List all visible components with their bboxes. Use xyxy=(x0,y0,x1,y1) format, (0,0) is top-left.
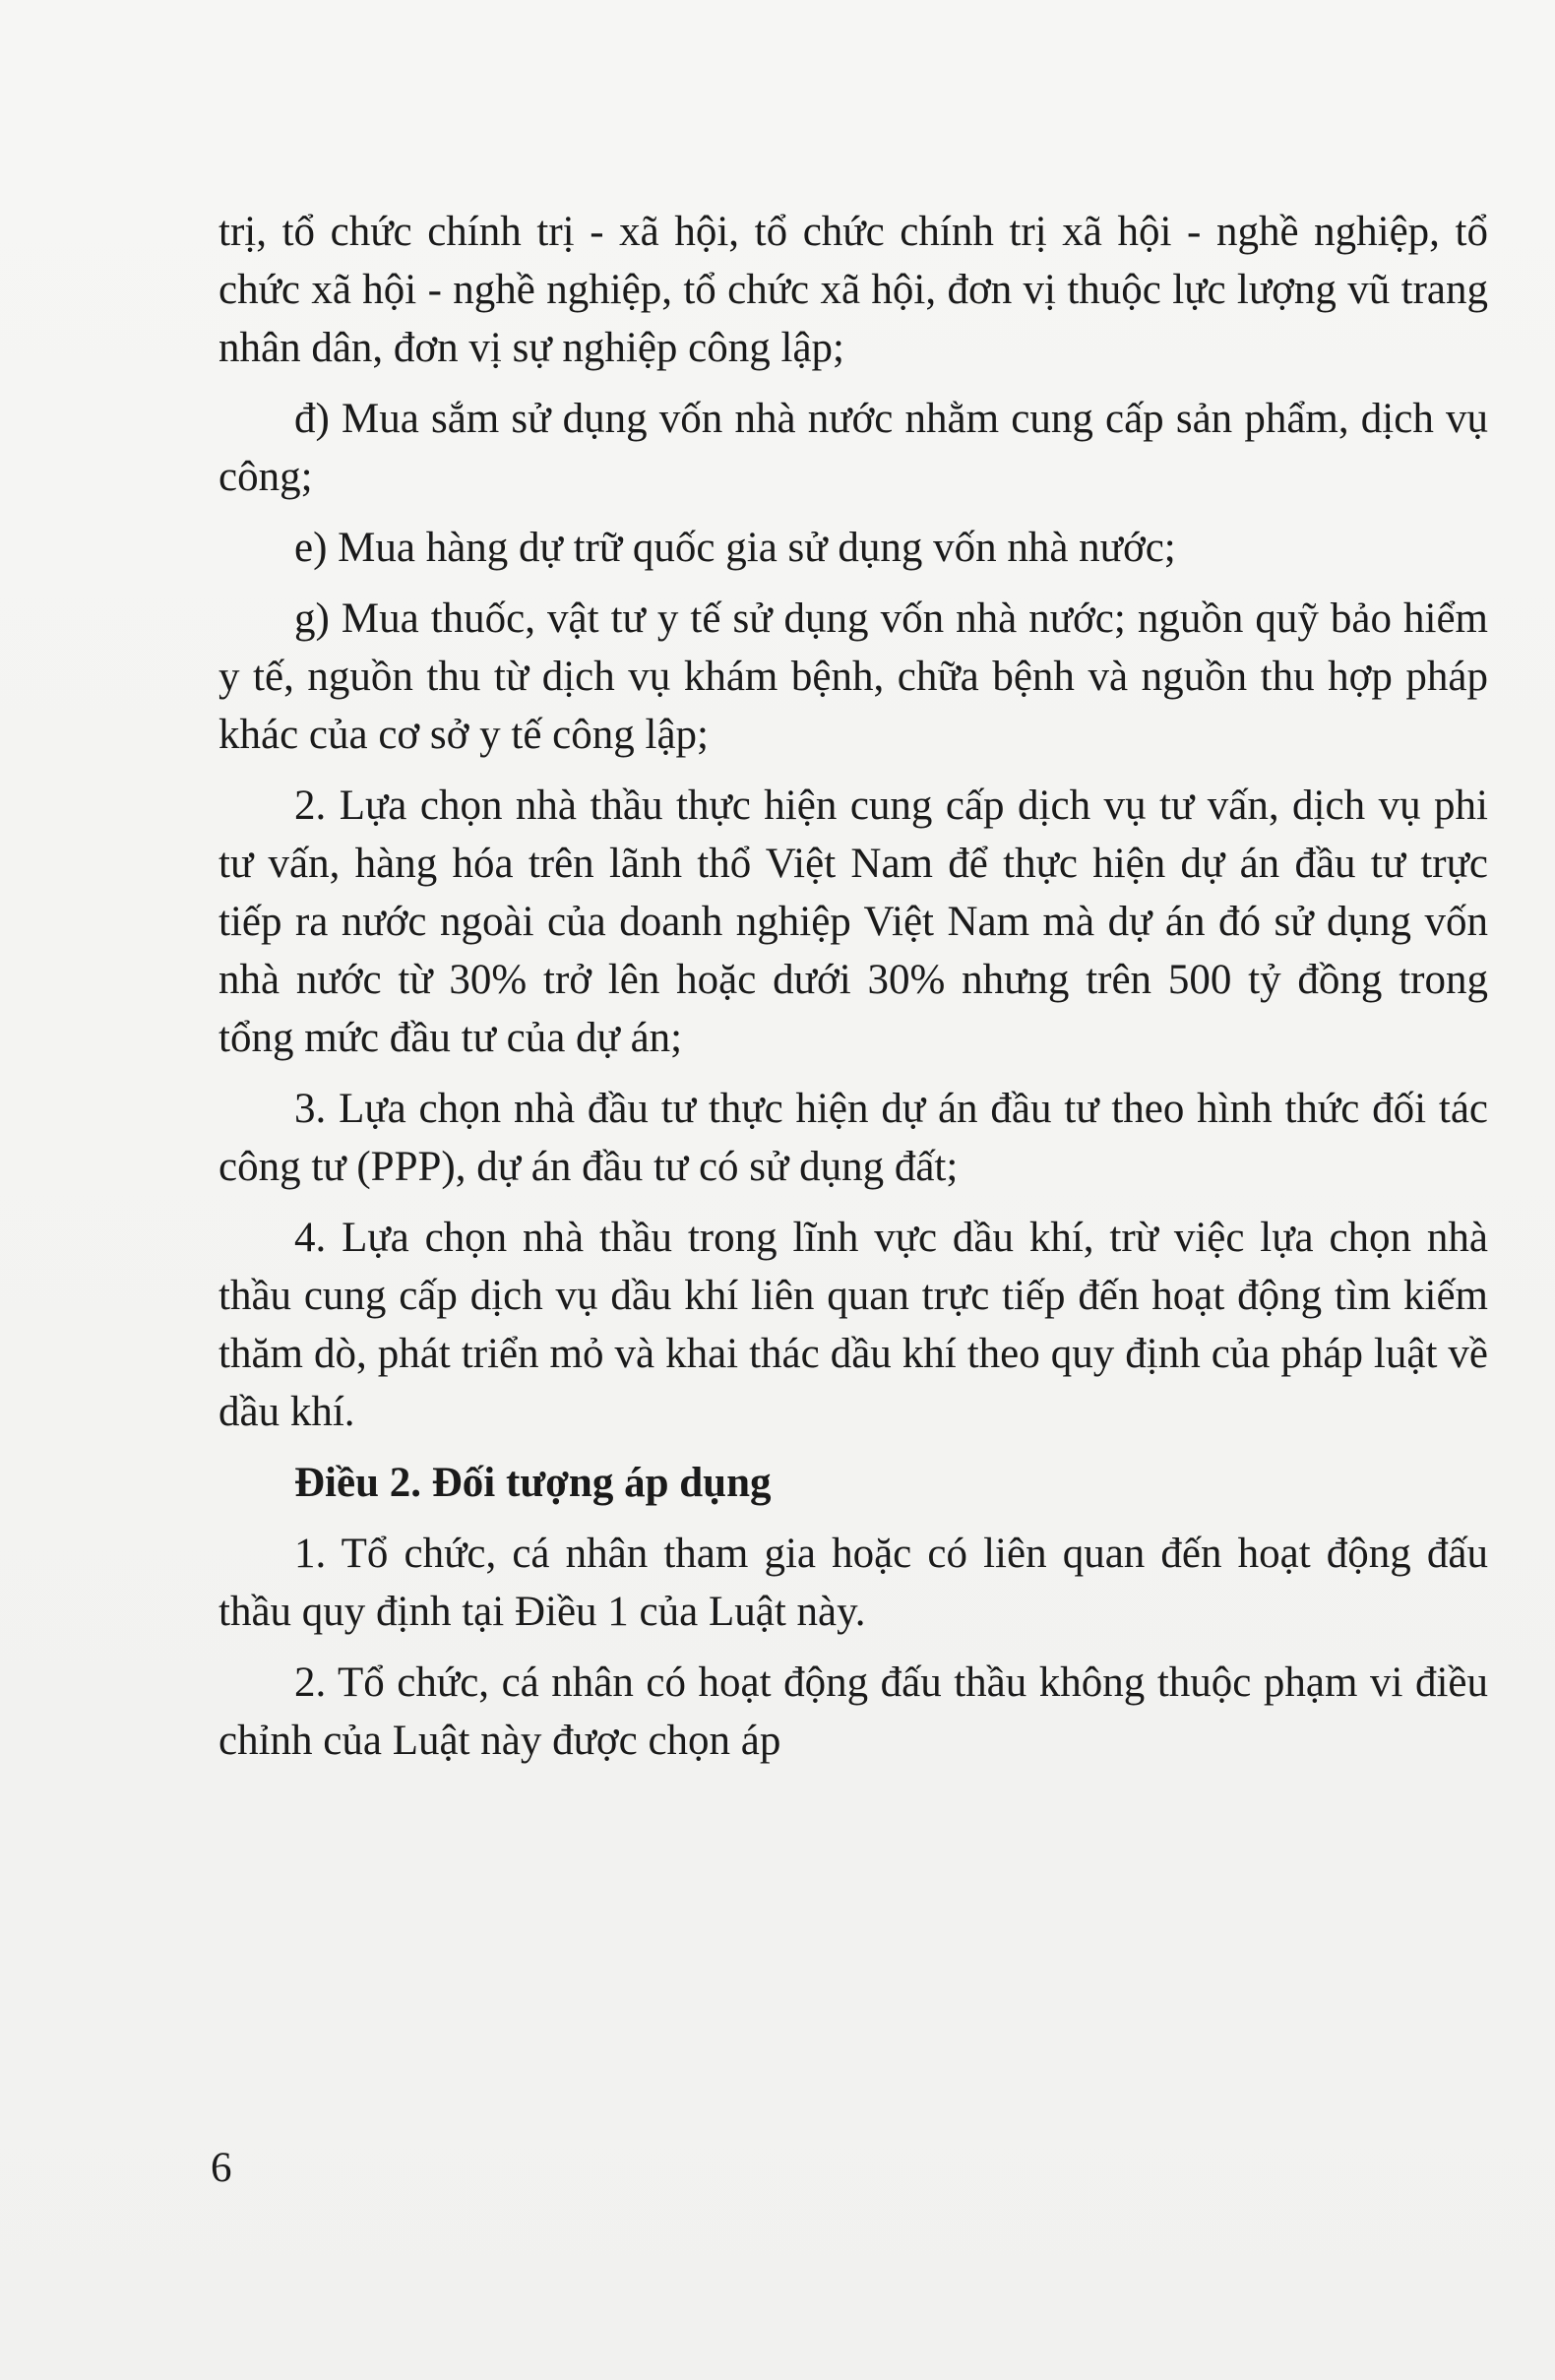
paragraph-clause-2: 2. Lựa chọn nhà thầu thực hiện cung cấp dịch vụ tư vấn, dịch vụ phi tư vấn, hàng hóa trên lãnh thổ Việt Nam để thực hiện dự án đầu tư trực tiếp ra nước ngoài của doanh nghiệp Việt Nam mà dự án đó sử dụng vốn nhà nước từ 30% trở lên hoặc dưới 30% nhưng trên 500 tỷ đồng trong tổng mức đầu tư của dự án; xyxy=(218,783,1488,1061)
paragraph-item-g: g) Mua thuốc, vật tư y tế sử dụng vốn nhà nước; nguồn quỹ bảo hiểm y tế, nguồn thu từ dịch vụ khám bệnh, chữa bệnh và nguồn thu hợp pháp khác của cơ sở y tế công lập; xyxy=(218,595,1488,758)
paragraph-clause-3: 3. Lựa chọn nhà đầu tư thực hiện dự án đầu tư theo hình thức đối tác công tư (PPP), dự án đầu tư có sử dụng đất; xyxy=(218,1086,1488,1190)
paragraph-clause-4: 4. Lựa chọn nhà thầu trong lĩnh vực dầu khí, trừ việc lựa chọn nhà thầu cung cấp dịch vụ dầu khí liên quan trực tiếp đến hoạt động tìm kiếm thăm dò, phát triển mỏ và khai thác dầu khí theo quy định của pháp luật về dầu khí. xyxy=(218,1215,1488,1435)
paragraph-article2-clause-1: 1. Tổ chức, cá nhân tham gia hoặc có liên quan đến hoạt động đấu thầu quy định tại Điều 1 của Luật này. xyxy=(218,1531,1488,1635)
body-text xyxy=(218,203,1488,1783)
article-heading: Điều 2. Đối tượng áp dụng xyxy=(294,1460,772,1506)
paragraph-item-dd: đ) Mua sắm sử dụng vốn nhà nước nhằm cung cấp sản phẩm, dịch vụ công; xyxy=(218,396,1488,500)
paragraph-item-e: e) Mua hàng dự trữ quốc gia sử dụng vốn nhà nước; xyxy=(294,525,1176,571)
page-number: 6 xyxy=(211,2145,232,2191)
paragraph-article2-clause-2: 2. Tổ chức, cá nhân có hoạt động đấu thầu không thuộc phạm vi điều chỉnh của Luật này được chọn áp xyxy=(218,1660,1488,1764)
paragraph-continuation: trị, tổ chức chính trị - xã hội, tổ chức chính trị xã hội - nghề nghiệp, tổ chức xã hội - nghề nghiệp, tổ chức xã hội, đơn vị thuộc lực lượng vũ trang nhân dân, đơn vị sự nghiệp công lập; xyxy=(218,209,1488,371)
